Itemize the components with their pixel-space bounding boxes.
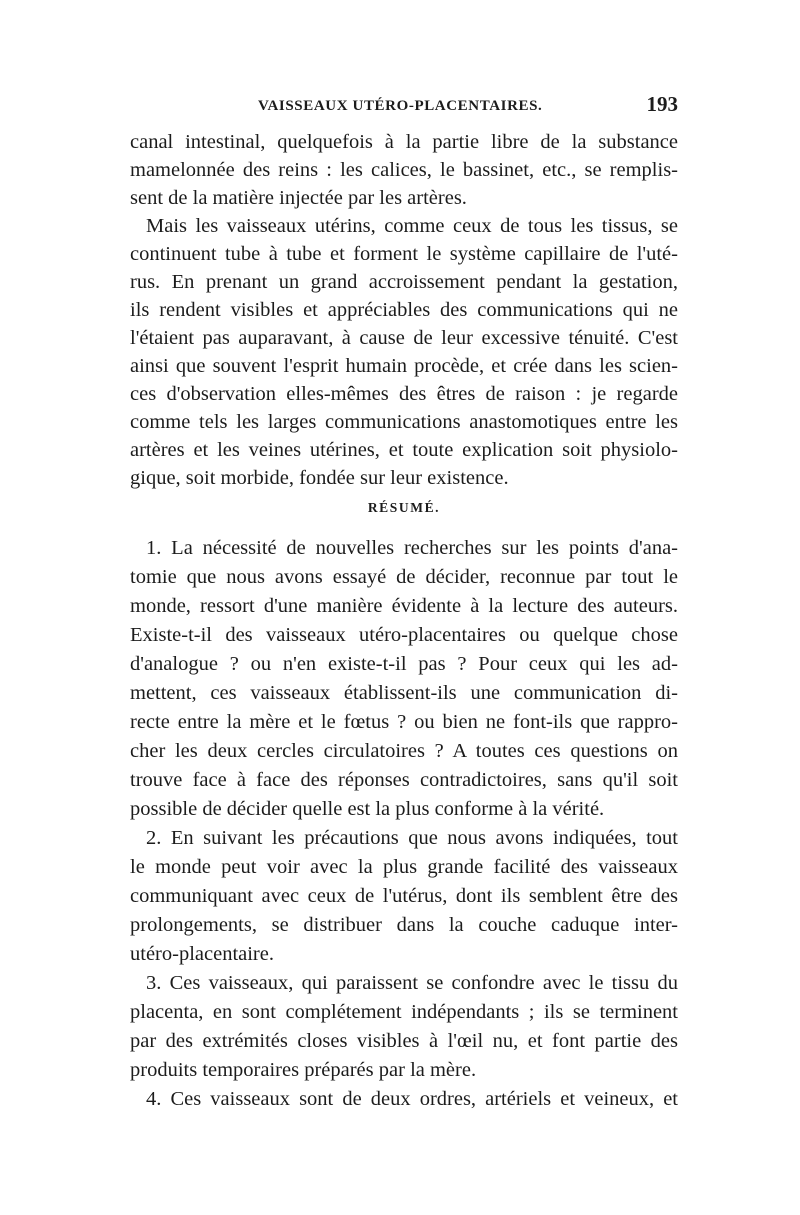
text-line: possible de décider quelle est la plus conforme à la vérité. <box>130 798 605 820</box>
text-line: canal intestinal, quelquefois à la partie libre de la substance <box>130 131 678 153</box>
page-header <box>130 92 678 122</box>
text-line: trouve face à face des réponses contradictoires, sans qu'il soit <box>130 769 678 791</box>
text-line: sent de la matière injectée par les artères. <box>130 187 467 209</box>
text-line: ils rendent visibles et appréciables des communications qui ne <box>130 299 678 321</box>
text-line: d'analogue ? ou n'en existe-t-il pas ? Pour ceux qui les ad- <box>130 653 678 675</box>
text-line: gique, soit morbide, fondée sur leur existence. <box>130 467 509 489</box>
text-line: comme tels les larges communications anastomotiques entre les <box>130 411 678 433</box>
text-line: tomie que nous avons essayé de décider, reconnue par tout le <box>130 566 678 588</box>
text-line: 1. La nécessité de nouvelles recherches sur les points d'ana- <box>146 537 678 559</box>
text-line: cher les deux cercles circulatoires ? A toutes ces questions on <box>130 740 678 762</box>
section-heading: RÉSUMÉ. <box>367 500 441 515</box>
text-line: prolongements, se distribuer dans la couche caduque inter- <box>130 914 678 936</box>
text-line: continuent tube à tube et forment le système capillaire de l'uté- <box>130 243 678 265</box>
text-line: recte entre la mère et le fœtus ? ou bien ne font-ils que rappro- <box>130 711 678 733</box>
text-line: par des extrémités closes visibles à l'œil nu, et font partie des <box>130 1030 678 1052</box>
text-line: ces d'observation elles-mêmes des êtres de raison : je regarde <box>130 383 678 405</box>
text-line: ainsi que souvent l'esprit humain procède, et crée dans les scien- <box>130 355 678 377</box>
page-number: 193 <box>646 92 678 116</box>
text-line: Mais les vaisseaux utérins, comme ceux de tous les tissus, se <box>146 215 678 237</box>
text-line: utéro-placentaire. <box>130 943 274 965</box>
text-line: produits temporaires préparés par la mère. <box>130 1059 477 1081</box>
text-line: Existe-t-il des vaisseaux utéro-placentaires ou quelque chose <box>130 624 678 646</box>
text-line: rus. En prenant un grand accroissement pendant la gestation, <box>130 271 678 293</box>
text-line: placenta, en sont complétement indépendants ; ils se terminent <box>130 1001 678 1023</box>
text-line: mettent, ces vaisseaux établissent-ils une communication di- <box>130 682 678 704</box>
text-line: monde, ressort d'une manière évidente à la lecture des auteurs. <box>130 595 678 617</box>
running-title: VAISSEAUX UTÉRO-PLACENTAIRES. <box>258 98 543 114</box>
text-line: artères et les veines utérines, et toute explication soit physiolo- <box>130 439 678 461</box>
text-line: 2. En suivant les précautions que nous avons indiquées, tout <box>146 827 678 849</box>
text-line: mamelonnée des reins : les calices, le bassinet, etc., se remplis- <box>130 159 678 181</box>
text-line: communiquant avec ceux de l'utérus, dont ils semblent être des <box>130 885 678 907</box>
text-line: le monde peut voir avec la plus grande facilité des vaisseaux <box>130 856 678 878</box>
text-line: 4. Ces vaisseaux sont de deux ordres, artériels et veineux, et <box>146 1088 678 1110</box>
text-line: l'étaient pas auparavant, à cause de leur excessive ténuité. C'est <box>130 327 678 349</box>
text-line: 3. Ces vaisseaux, qui paraissent se confondre avec le tissu du <box>146 972 678 994</box>
